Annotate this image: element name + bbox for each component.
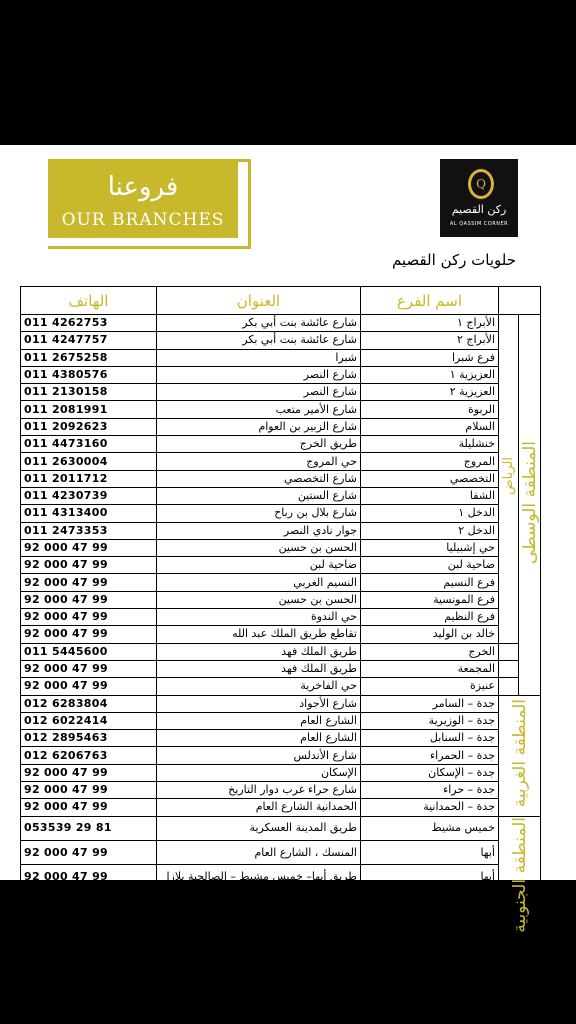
phone-cell: 011 2130158 bbox=[21, 384, 157, 401]
phone-cell: 92 000 47 99 bbox=[21, 782, 157, 799]
phone-cell: 92 000 47 99 bbox=[21, 609, 157, 626]
table-row bbox=[21, 609, 541, 626]
table-row bbox=[21, 401, 541, 418]
address-cell: طريق الخرج bbox=[157, 436, 361, 453]
branch-name-cell: الدخل ٢ bbox=[361, 522, 499, 539]
branch-name-cell: فرع شبرا bbox=[361, 349, 499, 366]
address-cell: شارع النصر bbox=[157, 384, 361, 401]
phone-cell: 92 000 47 99 bbox=[21, 913, 157, 937]
phone-cell: 92 000 47 99 bbox=[21, 574, 157, 591]
region-cell bbox=[499, 695, 541, 816]
phone-cell: 053539 29 81 bbox=[21, 816, 157, 840]
branch-name-cell: الربوة bbox=[361, 401, 499, 418]
branches-table bbox=[20, 286, 541, 938]
phone-cell: 92 000 47 99 bbox=[21, 865, 157, 889]
region-cell bbox=[499, 816, 541, 938]
branches-table-body bbox=[21, 315, 541, 938]
phone-cell: 011 5445600 bbox=[21, 643, 157, 660]
table-row bbox=[21, 747, 541, 764]
phone-cell: 92 000 47 99 bbox=[21, 889, 157, 913]
branch-name-cell: الشفا bbox=[361, 487, 499, 504]
city-cell bbox=[499, 315, 519, 644]
address-cell: شارع الأندلس bbox=[157, 747, 361, 764]
address-cell: طريق الملك فهد bbox=[157, 643, 361, 660]
address-cell: حي الفاخرية bbox=[157, 678, 361, 695]
brand-name: حلويات ركن القصيم bbox=[391, 251, 516, 269]
table-row bbox=[21, 384, 541, 401]
phone-cell: 92 000 47 99 bbox=[21, 591, 157, 608]
phone-cell: 92 000 47 99 bbox=[21, 799, 157, 816]
table-row bbox=[21, 695, 541, 712]
phone-cell: 92 000 47 99 bbox=[21, 840, 157, 864]
address-cell: شبرا bbox=[157, 349, 361, 366]
table-row bbox=[21, 730, 541, 747]
branch-name-cell: الخرج bbox=[361, 643, 499, 660]
branch-name-cell: ضاحية لبن bbox=[361, 557, 499, 574]
region-label: المنطقة الجنوبية bbox=[509, 816, 530, 933]
city-label: الرياض bbox=[500, 457, 516, 496]
table-row bbox=[21, 626, 541, 643]
address-cell: شارع عائشة بنت أبي بكر bbox=[157, 332, 361, 349]
phone-cell: 92 000 47 99 bbox=[21, 539, 157, 556]
address-cell: شارع الأجواد bbox=[157, 695, 361, 712]
branch-name-cell: جدة – السامر bbox=[361, 695, 499, 712]
table-row bbox=[21, 643, 541, 660]
phone-cell: 011 4313400 bbox=[21, 505, 157, 522]
branch-name-cell: العزيزية ٢ bbox=[361, 384, 499, 401]
branch-name-cell: حي إشبيليا bbox=[361, 539, 499, 556]
phone-cell: 011 2675258 bbox=[21, 349, 157, 366]
address-column-header: العنوان bbox=[157, 287, 361, 315]
table-row bbox=[21, 840, 541, 864]
address-cell: شارع حراء غرب دوار التاريخ bbox=[157, 782, 361, 799]
city-cell-empty bbox=[499, 643, 519, 660]
address-cell: ضاحية لبن bbox=[157, 557, 361, 574]
address-cell: الإسكان bbox=[157, 764, 361, 781]
branch-name-cell: العزيزية ١ bbox=[361, 366, 499, 383]
phone-cell: 92 000 47 99 bbox=[21, 660, 157, 677]
address-cell: تقاطع طريق الملك عبد الله bbox=[157, 626, 361, 643]
city-cell-empty bbox=[499, 660, 519, 677]
table-row bbox=[21, 660, 541, 677]
branch-name-cell: المجمعة bbox=[361, 660, 499, 677]
address-cell: حي المروج bbox=[157, 453, 361, 470]
phone-cell: 011 2473353 bbox=[21, 522, 157, 539]
table-row bbox=[21, 591, 541, 608]
table-row bbox=[21, 453, 541, 470]
address-cell: طريق أبو بكر الصديق bbox=[157, 889, 361, 913]
region-label: المنطقة الوسطى bbox=[519, 440, 540, 564]
table-row bbox=[21, 332, 541, 349]
phone-cell: 011 2011712 bbox=[21, 470, 157, 487]
phone-cell: 011 2630004 bbox=[21, 453, 157, 470]
table-row bbox=[21, 764, 541, 781]
region-label: المنطقة الغربية bbox=[509, 698, 530, 808]
branch-name-cell: خميس مشيط bbox=[361, 816, 499, 840]
branches-sheet bbox=[0, 145, 576, 933]
phone-cell: 92 000 47 99 bbox=[21, 678, 157, 695]
address-cell: شارع التخصصي bbox=[157, 470, 361, 487]
address-cell: شارع عائشة بنت أبي بكر bbox=[157, 315, 361, 332]
phone-cell: 012 6206763 bbox=[21, 747, 157, 764]
city-cell-empty bbox=[499, 678, 519, 695]
phone-cell: 92 000 47 99 bbox=[21, 626, 157, 643]
branch-name-cell: جدة – الحمراء bbox=[361, 747, 499, 764]
phone-cell: 92 000 47 99 bbox=[21, 764, 157, 781]
table-row bbox=[21, 436, 541, 453]
phone-cell: 011 4380576 bbox=[21, 366, 157, 383]
table-row bbox=[21, 678, 541, 695]
region-header bbox=[499, 287, 541, 315]
phone-cell: 011 2081991 bbox=[21, 401, 157, 418]
address-cell: شارع الأمير متعب bbox=[157, 401, 361, 418]
brand-logo bbox=[440, 159, 518, 237]
logo-text-en: AL QASSIM CORNER bbox=[449, 221, 509, 227]
branch-name-cell: السلام bbox=[361, 418, 499, 435]
address-cell: الحسن بن حسين bbox=[157, 539, 361, 556]
phone-column-header: الهاتف bbox=[21, 287, 157, 315]
table-row bbox=[21, 799, 541, 816]
branch-name-cell: الدخل ١ bbox=[361, 505, 499, 522]
address-cell: الشارع العام bbox=[157, 730, 361, 747]
branch-name-cell: المروج bbox=[361, 453, 499, 470]
phone-cell: 012 6283804 bbox=[21, 695, 157, 712]
table-row bbox=[21, 865, 541, 889]
branch-name-cell: جدة – الإسكان bbox=[361, 764, 499, 781]
address-cell: شارع النصر bbox=[157, 366, 361, 383]
branch-name-cell: بيشة bbox=[361, 889, 499, 913]
table-row bbox=[21, 712, 541, 729]
address-cell: حي الندوة bbox=[157, 609, 361, 626]
branch-column-header: اسم الفرع bbox=[361, 287, 499, 315]
logo-text-ar: ركن القصيم bbox=[451, 203, 507, 216]
table-row bbox=[21, 522, 541, 539]
table-row bbox=[21, 816, 541, 840]
address-cell: الحسن بن حسين bbox=[157, 591, 361, 608]
branch-name-cell: خالد بن الوليد bbox=[361, 626, 499, 643]
branch-name-cell: جدة – حراء bbox=[361, 782, 499, 799]
banner-title-en: OUR BRANCHES bbox=[61, 210, 225, 230]
address-cell: طريق المطار bbox=[157, 913, 361, 937]
table-row bbox=[21, 574, 541, 591]
table-row bbox=[21, 889, 541, 913]
table-row bbox=[21, 487, 541, 504]
branch-name-cell: فرع المونسية bbox=[361, 591, 499, 608]
table-row bbox=[21, 505, 541, 522]
branch-name-cell: أبها bbox=[361, 865, 499, 889]
table-row bbox=[21, 366, 541, 383]
table-row bbox=[21, 557, 541, 574]
address-cell: طريق أبها– خميس مشيط – الصالحية بلازا bbox=[157, 865, 361, 889]
phone-cell: 92 000 47 99 bbox=[21, 557, 157, 574]
phone-cell: 011 2092623 bbox=[21, 418, 157, 435]
phone-cell: 011 4473160 bbox=[21, 436, 157, 453]
branch-name-cell: فرع النسيم bbox=[361, 574, 499, 591]
phone-cell: 011 4262753 bbox=[21, 315, 157, 332]
table-row bbox=[21, 470, 541, 487]
table-header-row bbox=[21, 287, 541, 315]
address-cell: النسيم الغربي bbox=[157, 574, 361, 591]
crown-q-icon: Q bbox=[468, 169, 494, 199]
address-cell: شارع الزبير بن العوام bbox=[157, 418, 361, 435]
address-cell: طريق المدينة العسكرية bbox=[157, 816, 361, 840]
address-cell: شارع الستين bbox=[157, 487, 361, 504]
branch-name-cell: الأبراج ٢ bbox=[361, 332, 499, 349]
address-cell: شارع بلال بن رباح bbox=[157, 505, 361, 522]
phone-cell: 011 4230739 bbox=[21, 487, 157, 504]
branch-name-cell: جيزان bbox=[361, 913, 499, 937]
branch-name-cell: أبها bbox=[361, 840, 499, 864]
branch-name-cell: خنشليلة bbox=[361, 436, 499, 453]
branch-name-cell: جدة – السنابل bbox=[361, 730, 499, 747]
address-cell: الشارع العام bbox=[157, 712, 361, 729]
address-cell: جوار نادي النصر bbox=[157, 522, 361, 539]
branch-name-cell: الأبراج ١ bbox=[361, 315, 499, 332]
branch-name-cell: التخصصي bbox=[361, 470, 499, 487]
address-cell: الحمدانية الشارع العام bbox=[157, 799, 361, 816]
phone-cell: 012 6022414 bbox=[21, 712, 157, 729]
branch-name-cell: عنيزة bbox=[361, 678, 499, 695]
table-row bbox=[21, 782, 541, 799]
table-row bbox=[21, 349, 541, 366]
phone-cell: 011 4247757 bbox=[21, 332, 157, 349]
region-cell bbox=[519, 315, 541, 696]
table-row bbox=[21, 539, 541, 556]
branch-name-cell: جدة – الحمدانية bbox=[361, 799, 499, 816]
phone-cell: 012 2895463 bbox=[21, 730, 157, 747]
branches-banner bbox=[48, 159, 251, 249]
address-cell: المنسك ، الشارع العام bbox=[157, 840, 361, 864]
branch-name-cell: فرع النظيم bbox=[361, 609, 499, 626]
table-row bbox=[21, 418, 541, 435]
banner-title-ar: فروعنا bbox=[107, 172, 179, 202]
branch-name-cell: جدة – الوزيرية bbox=[361, 712, 499, 729]
table-row bbox=[21, 913, 541, 937]
table-row bbox=[21, 315, 541, 332]
address-cell: طريق الملك فهد bbox=[157, 660, 361, 677]
